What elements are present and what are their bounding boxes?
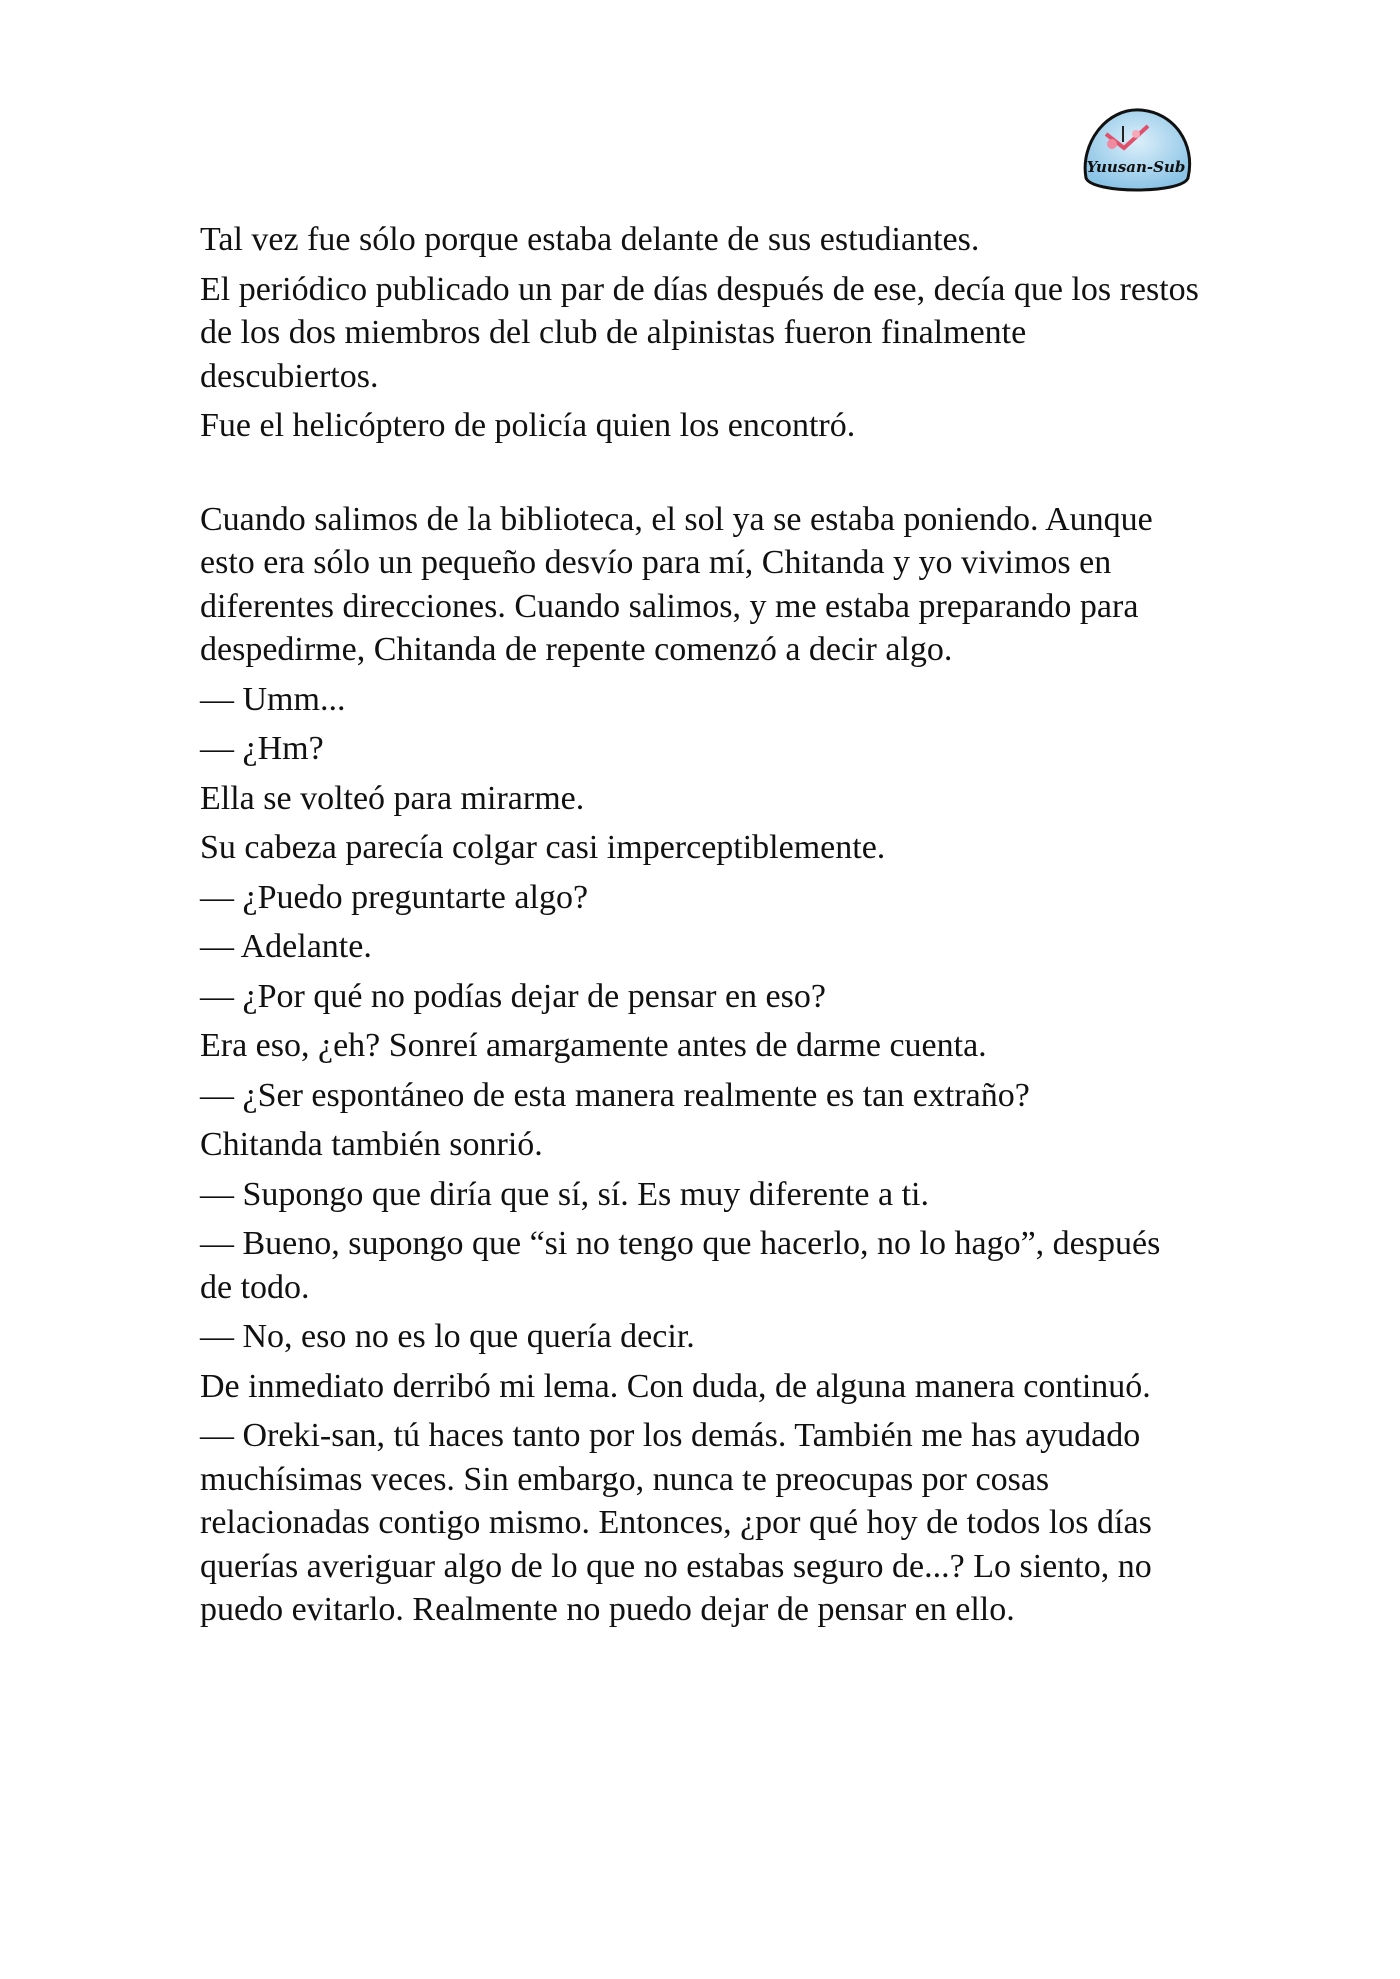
paragraph: El periódico publicado un par de días después de ese, decía que los restos de los dos miembros del club de alpinistas fueron finalmente descubiertos. <box>200 270 1199 395</box>
paragraph: — No, eso no es lo que quería decir. <box>200 1318 695 1355</box>
paragraph: Era eso, ¿eh? Sonreí amargamente antes de darme cuenta. <box>200 1027 987 1064</box>
paragraph: — Umm... <box>200 680 346 718</box>
paragraph: — ¿Hm? <box>200 730 324 767</box>
yuusan-sub-logo <box>1078 104 1196 200</box>
logo-text: Yuusan-Sub <box>1086 158 1186 176</box>
paragraph: Chitanda también sonrió. <box>200 1126 543 1163</box>
paragraph: — Oreki-san, tú haces tanto por los demás. También me has ayudado muchísimas veces. Sin embargo, nunca te preocupas por cosas relacionadas contigo mismo. Entonces, ¿por qué hoy de todos los días querías averiguar algo de lo que no estabas seguro de...? Lo siento, no puedo evitarlo. Realmente no puedo dejar de pensar en ello. <box>200 1417 1152 1628</box>
paragraph: Su cabeza parecía colgar casi imperceptiblemente. <box>200 829 886 866</box>
paragraph: Ella se volteó para mirarme. <box>200 779 585 817</box>
paragraph: — Bueno, supongo que “si no tengo que hacerlo, no lo hago”, después de todo. <box>200 1225 1161 1306</box>
paragraph: Fue el helicóptero de policía quien los encontró. <box>200 407 856 444</box>
paragraph: Tal vez fue sólo porque estaba delante de sus estudiantes. <box>200 221 980 258</box>
paragraph: — ¿Por qué no podías dejar de pensar en eso? <box>200 977 826 1015</box>
paragraph: — Adelante. <box>200 928 372 965</box>
paragraph: De inmediato derribó mi lema. Con duda, de alguna manera continuó. <box>200 1367 1151 1405</box>
document-body <box>200 218 1200 1638</box>
paragraph: — ¿Puedo preguntarte algo? <box>200 878 589 916</box>
paragraph: — ¿Ser espontáneo de esta manera realmente es tan extraño? <box>200 1076 1030 1114</box>
paragraph: Cuando salimos de la biblioteca, el sol ya se estaba poniendo. Aunque esto era sólo un pequeño desvío para mí, Chitanda y yo vivimos en diferentes direcciones. Cuando salimos, y me estaba preparando para despedirme, Chitanda de repente comenzó a decir algo. <box>200 500 1153 668</box>
paragraph: — Supongo que diría que sí, sí. Es muy diferente a ti. <box>200 1175 929 1213</box>
